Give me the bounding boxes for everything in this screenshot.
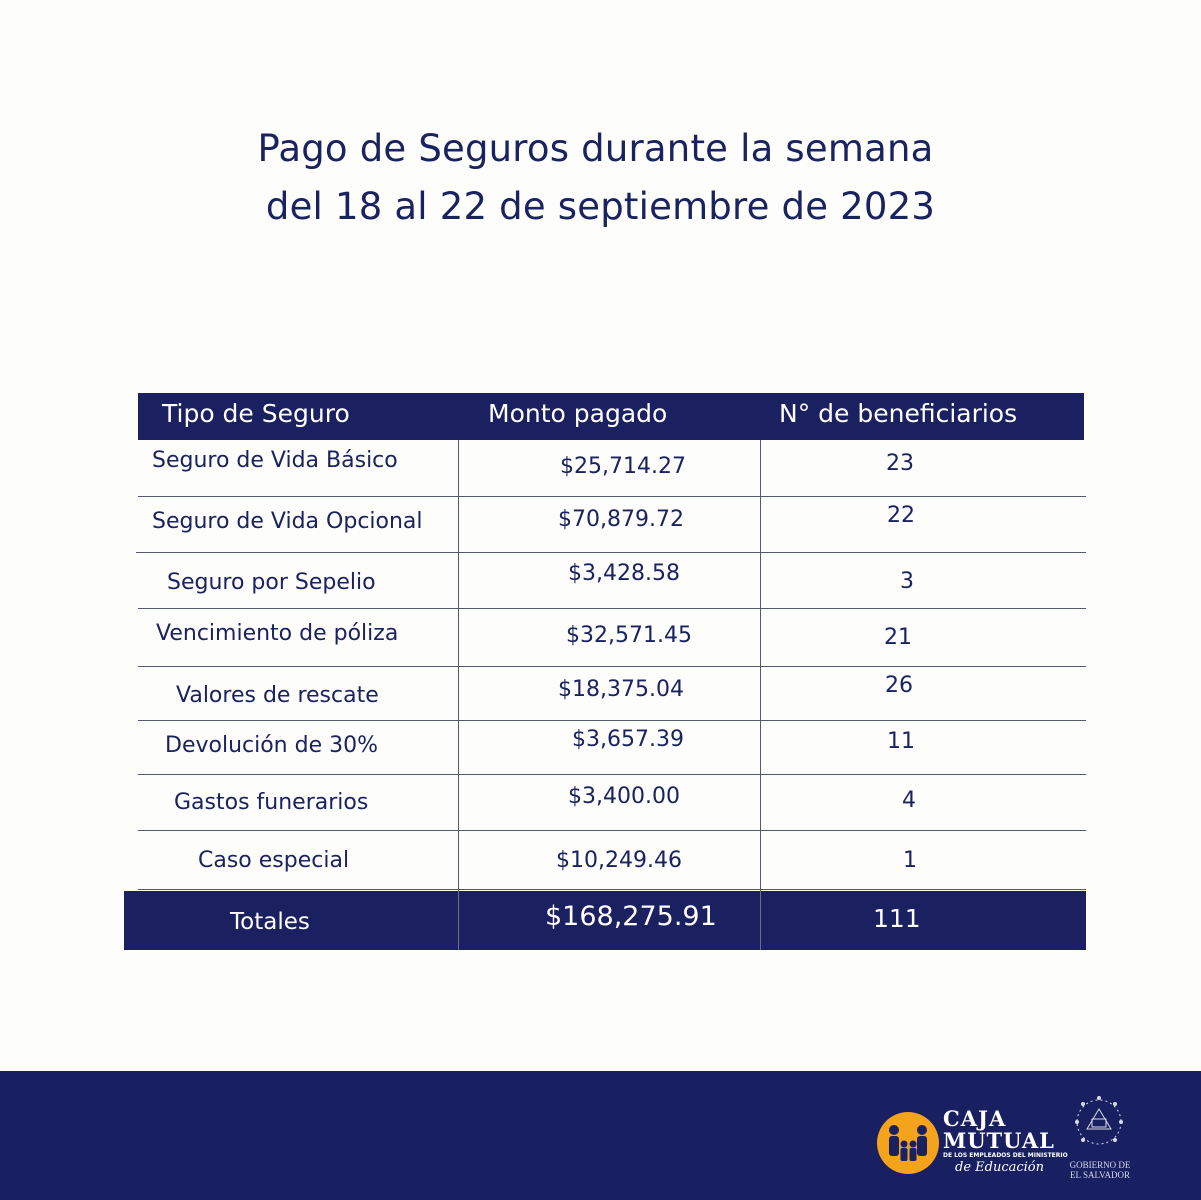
row-divider bbox=[138, 720, 1086, 721]
cell-beneficiarios: 3 bbox=[900, 569, 914, 594]
logo-line-4: de Educación bbox=[955, 1160, 1045, 1175]
logo-line-3: DE LOS EMPLEADOS DEL MINISTERIO bbox=[943, 1152, 1068, 1159]
header-beneficiarios: N° de beneficiarios bbox=[779, 399, 1018, 428]
row-divider bbox=[138, 830, 1086, 831]
column-divider bbox=[458, 891, 459, 950]
cell-beneficiarios: 26 bbox=[885, 673, 913, 698]
cell-tipo: Vencimiento de póliza bbox=[156, 621, 399, 646]
row-divider bbox=[138, 774, 1086, 775]
cell-tipo: Caso especial bbox=[198, 848, 350, 873]
gobierno-line-1: GOBIERNO DE bbox=[1069, 1160, 1131, 1170]
row-divider bbox=[138, 666, 1086, 667]
cell-monto: $3,657.39 bbox=[572, 727, 684, 752]
row-divider bbox=[136, 552, 1086, 553]
totals-beneficiarios: 111 bbox=[873, 904, 921, 933]
header-monto: Monto pagado bbox=[488, 399, 668, 428]
cell-beneficiarios: 23 bbox=[886, 451, 914, 476]
column-divider bbox=[760, 891, 761, 950]
header-tipo: Tipo de Seguro bbox=[162, 399, 350, 428]
page-title bbox=[0, 120, 1201, 236]
title-line-2: del 18 al 22 de septiembre de 2023 bbox=[265, 185, 936, 228]
logo-line-2: MUTUAL bbox=[943, 1128, 1055, 1153]
cell-beneficiarios: 11 bbox=[887, 729, 915, 754]
cell-tipo: Seguro de Vida Opcional bbox=[152, 509, 423, 534]
row-divider bbox=[138, 608, 1086, 609]
cell-tipo: Seguro de Vida Básico bbox=[152, 448, 398, 473]
totals-monto: $168,275.91 bbox=[545, 901, 717, 932]
cell-beneficiarios: 21 bbox=[884, 625, 912, 650]
cell-beneficiarios: 1 bbox=[903, 848, 917, 873]
insurance-payments-table bbox=[124, 393, 1086, 951]
cell-tipo: Devolución de 30% bbox=[165, 733, 379, 758]
cell-tipo: Valores de rescate bbox=[176, 683, 379, 708]
row-divider bbox=[138, 496, 1086, 497]
row-divider bbox=[138, 889, 1086, 890]
cell-monto: $10,249.46 bbox=[556, 848, 682, 873]
caja-mutual-logo-icon bbox=[877, 1112, 939, 1174]
table-header bbox=[138, 393, 1084, 440]
totals-label: Totales bbox=[230, 909, 310, 935]
cell-tipo: Seguro por Sepelio bbox=[167, 570, 376, 595]
cell-beneficiarios: 4 bbox=[902, 788, 916, 813]
logo-line-1: CAJA bbox=[943, 1106, 1007, 1131]
cell-monto: $3,428.58 bbox=[568, 561, 680, 586]
cell-monto: $32,571.45 bbox=[566, 623, 692, 648]
cell-monto: $25,714.27 bbox=[560, 454, 686, 479]
totals-row bbox=[124, 891, 1086, 950]
cell-monto: $18,375.04 bbox=[558, 677, 684, 702]
cell-monto: $70,879.72 bbox=[558, 507, 684, 532]
cell-monto: $3,400.00 bbox=[568, 784, 680, 809]
cell-tipo: Gastos funerarios bbox=[174, 790, 369, 815]
gobierno-line-2: EL SALVADOR bbox=[1070, 1170, 1130, 1180]
title-line-1: Pago de Seguros durante la semana bbox=[257, 127, 934, 170]
cell-beneficiarios: 22 bbox=[887, 503, 915, 528]
